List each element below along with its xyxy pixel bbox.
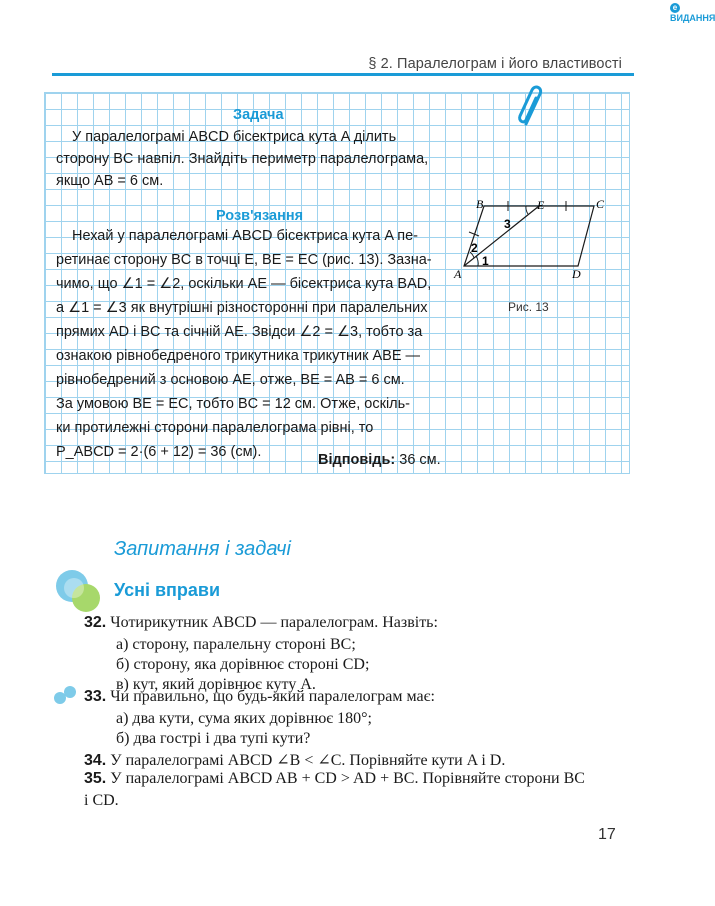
solution-line: прямих AD і BC та січній AE. Звідси ∠2 = ∠3, тобто за — [56, 324, 423, 340]
exercise-item: а) сторону, паралельну стороні BC; — [116, 636, 356, 653]
answer — [318, 452, 441, 468]
header-rule — [52, 73, 634, 76]
angle-label-3: 3 — [504, 217, 511, 231]
solution-line: P_ABCD = 2·(6 + 12) = 36 (см). — [56, 444, 262, 460]
solution-line: чимо, що ∠1 = ∠2, оскільки AE — бісектриса кута BAD, — [56, 276, 432, 292]
exercise-35 — [84, 770, 585, 788]
angle-arc-3 — [526, 206, 528, 214]
exercise-text: У паралелограмі ABCD ∠B < ∠C. Порівняйте кути A і D. — [110, 752, 506, 769]
solution-line: а ∠1 = ∠3 як внутрішні різносторонні при паралельних — [56, 300, 428, 316]
task-heading: Задача — [233, 107, 284, 123]
running-header: § 2. Паралелограм і його властивості — [368, 56, 622, 72]
bisector-ae — [464, 206, 539, 266]
exercise-number: 35. — [84, 770, 107, 787]
speech-bubbles-icon — [52, 566, 104, 616]
exercise-item: а) два кути, сума яких дорівнює 180°; — [116, 710, 372, 727]
answer-value: 36 см. — [399, 452, 441, 468]
solution-line: Нехай у паралелограмі ABCD бісектриса кута A пе- — [72, 228, 418, 244]
exercise-item: в) кут, який дорівнює куту A. — [116, 676, 316, 693]
exercise-item: б) два гострі і два тупі кути? — [116, 730, 311, 747]
solution-line: За умовою BE = EC, тобто BC = 12 см. Отже, оскіль- — [56, 396, 411, 412]
exercise-text-continued: і CD. — [84, 792, 119, 809]
solution-line: ознакою рівнобедреного трикутника трикутник ABE — — [56, 348, 421, 364]
publisher-logo: eВИДАННЯ — [670, 3, 715, 23]
exercise-number: 33. — [84, 688, 107, 705]
section-title: Запитання і задачі — [114, 538, 291, 560]
label-e: E — [537, 198, 545, 212]
solution-line: рівнобедрений з основою AE, отже, BE = AB = 6 см. — [56, 372, 405, 388]
label-d: D — [572, 267, 581, 281]
label-c: C — [596, 197, 605, 211]
task-line: У паралелограмі ABCD бісектриса кута A ділить — [72, 129, 397, 145]
exercise-number: 32. — [84, 614, 107, 631]
exercise-item: б) сторону, яка дорівнює стороні CD; — [116, 656, 370, 673]
label-b: B — [476, 197, 484, 211]
label-a: A — [454, 267, 462, 281]
parallelogram-figure — [446, 192, 626, 292]
solution-line: ретинає сторону BC в точці E, BE = EC (рис. 13). Зазна- — [56, 252, 432, 268]
exercise-34 — [84, 750, 505, 770]
task-line: якщо AB = 6 см. — [56, 173, 164, 189]
angle-label-2: 2 — [471, 241, 478, 255]
subsection-title: Усні вправи — [114, 580, 221, 600]
exercise-number: 34. — [84, 752, 107, 769]
answer-label: Відповідь: — [318, 452, 396, 468]
exercise-text: У паралелограмі ABCD AB + CD > AD + BC. Порівняйте сторони BC — [110, 770, 585, 787]
solution-line: ки протилежні сторони паралелограма рівні, то — [56, 420, 374, 436]
small-bubbles-icon — [52, 684, 78, 706]
page-number: 17 — [598, 826, 616, 843]
exercise-text: Чи правильно, що будь-який паралелограм має: — [110, 688, 435, 705]
exercise-33 — [84, 688, 435, 706]
solution-heading: Розв'язання — [216, 208, 304, 224]
angle-arc-1 — [476, 256, 478, 266]
logo-e-icon: e — [670, 3, 680, 13]
paperclip-icon — [516, 84, 550, 130]
task-line: сторону BC навпіл. Знайдіть периметр паралелограма, — [56, 151, 429, 167]
angle-label-1: 1 — [482, 254, 489, 268]
figure-caption: Рис. 13 — [508, 300, 549, 314]
exercise-32 — [84, 614, 438, 632]
exercise-text: Чотирикутник ABCD — паралелограм. Назвіть: — [110, 614, 438, 631]
